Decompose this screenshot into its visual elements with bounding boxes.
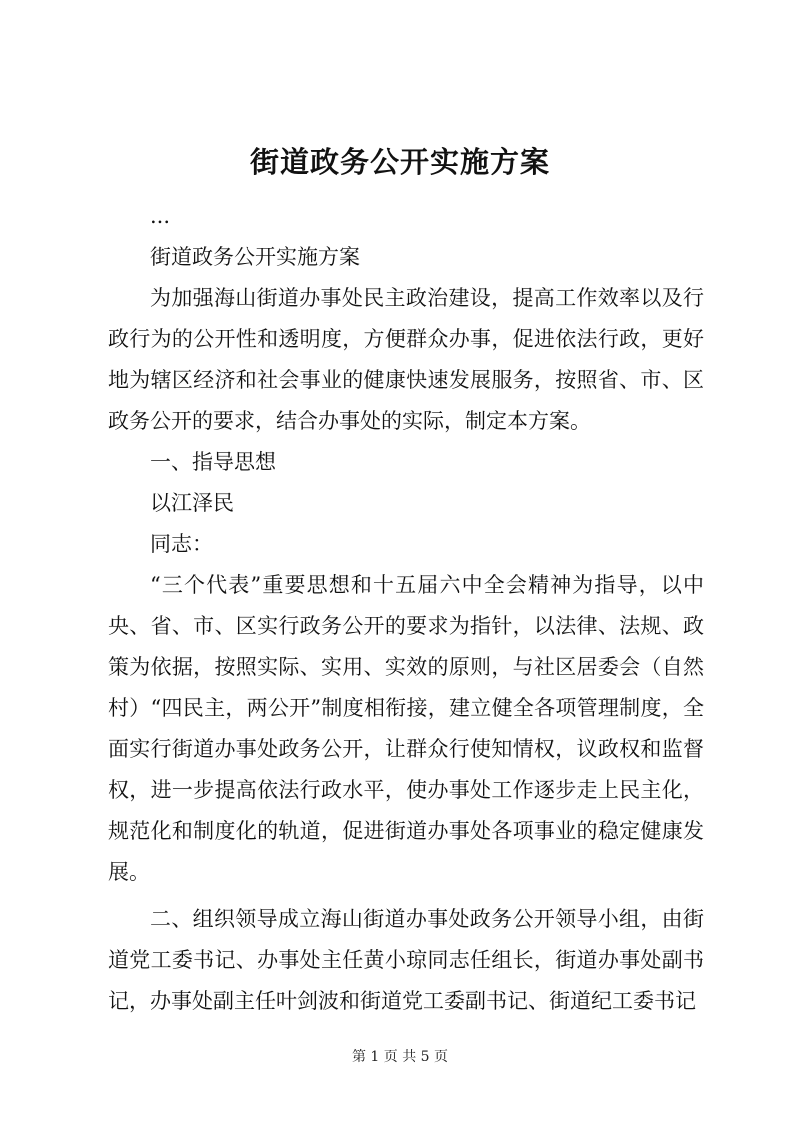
document-body <box>108 196 704 1022</box>
page-number-footer: 第 1 页 共 5 页 <box>351 1049 449 1065</box>
body-paragraph: 以江泽民 <box>150 491 234 515</box>
section-heading-guiding-ideology: 一、指导思想 <box>150 450 276 474</box>
organization-leadership-paragraph: 二、组织领导成立海山街道办事处政务公开领导小组，由街道党工委书记、办事处主任黄小琼同志任组长，街道办事处副书记，办事处副主任叶剑波和街道党工委副书记、街道纪工委书记 <box>108 907 704 1013</box>
guiding-ideology-paragraph: “三个代表”重要思想和十五届六中全会精神为指导，以中央、省、市、区实行政务公开的要求为指针，以法律、法规、政策为依据，按照实际、实用、实效的原则，与社区居委会（自然村）“四民主，两公开”制度相衔接，建立健全各项管理制度，全面实行街道办事处政务公开，让群众行使知情权，议政权和监督权，进一步提高依法行政水平，使办事处工作逐步走上民主化，规范化和制度化的轨道，促进街道办事处各项事业的稳定健康发展。 <box>108 573 704 884</box>
intro-paragraph: 为加强海山街道办事处民主政治建设，提高工作效率以及行政行为的公开性和透明度，方便群众办事，促进依法行政，更好地为辖区经济和社会事业的健康快速发展服务，按照省、市、区政务公开的要求，结合办事处的实际，制定本方案。 <box>108 286 704 433</box>
ellipsis-paragraph: ... <box>150 204 171 228</box>
document-title: 街道政务公开实施方案 <box>249 145 550 179</box>
subtitle-paragraph: 街道政务公开实施方案 <box>150 245 360 269</box>
body-paragraph: 同志： <box>150 532 213 556</box>
